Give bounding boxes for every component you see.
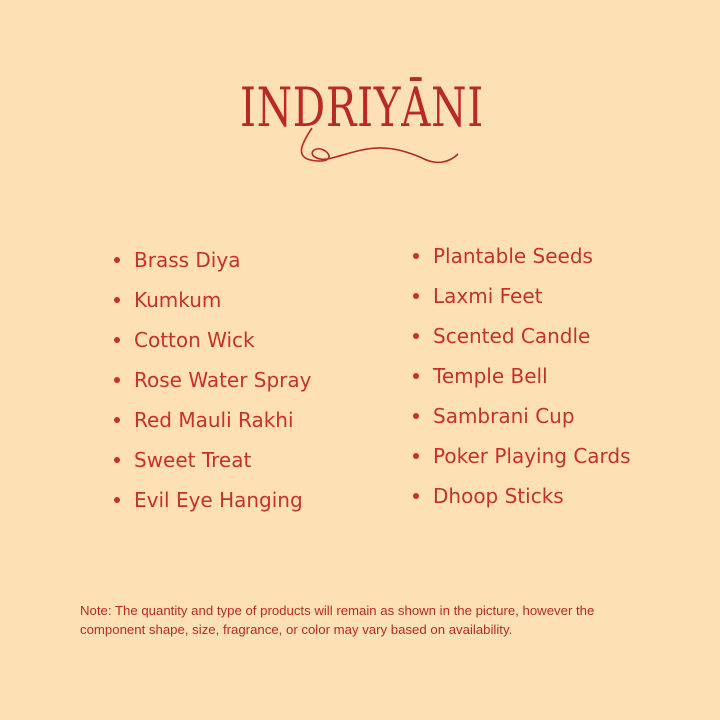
list-item: Temple Bell [413, 364, 631, 404]
list-item: Red Mauli Rakhi [114, 408, 312, 448]
brand-logo-graphic [232, 58, 492, 178]
list-item: Brass Diya [114, 248, 312, 288]
list-item: Cotton Wick [114, 328, 312, 368]
availability-note: Note: The quantity and type of products will remain as shown in the picture, however the component shape, size, fragrance, or color may vary based on availability. [80, 603, 595, 637]
list-item: Sweet Treat [114, 448, 312, 488]
list-item: Sambrani Cup [413, 404, 631, 444]
list-item: Poker Playing Cards [413, 444, 631, 484]
list-item: Laxmi Feet [413, 284, 631, 324]
list-item: Scented Candle [413, 324, 631, 364]
list-item: Kumkum [114, 288, 312, 328]
item-list-right [413, 244, 631, 524]
item-list-left [114, 248, 312, 528]
brand-logo [232, 58, 492, 178]
list-item: Rose Water Spray [114, 368, 312, 408]
list-item: Evil Eye Hanging [114, 488, 312, 528]
list-item: Plantable Seeds [413, 244, 631, 284]
list-item: Dhoop Sticks [413, 484, 631, 524]
brand-name: INDRIYĀNI [240, 76, 484, 139]
